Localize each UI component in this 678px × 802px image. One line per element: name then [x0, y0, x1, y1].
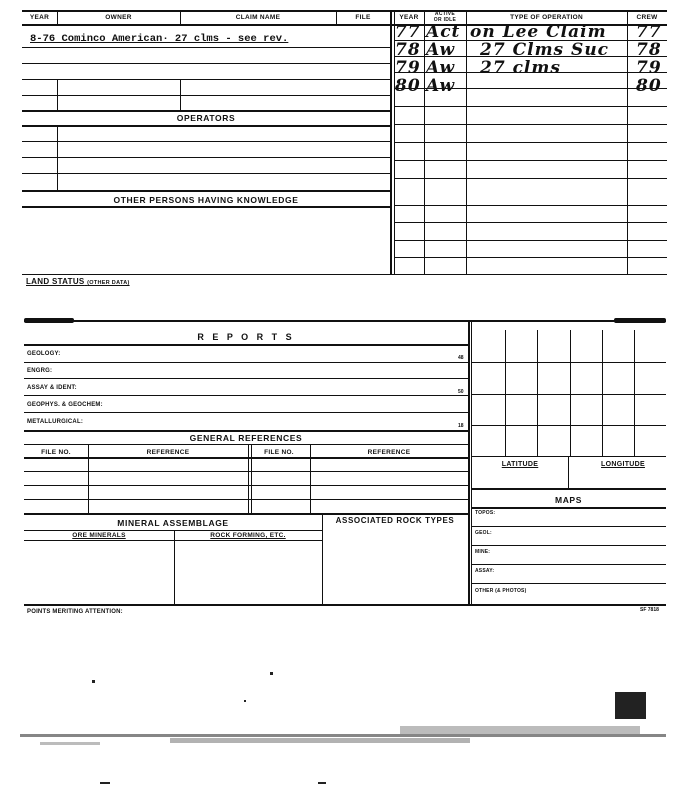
- row-line: [471, 526, 666, 527]
- row-line: [394, 222, 667, 223]
- operators-top: [22, 110, 390, 112]
- claims-entry: 8-76 Cominco American· 27 clms - see rev.: [30, 33, 289, 45]
- row-line: [22, 47, 390, 48]
- reports-heading: R E P O R T S: [197, 332, 295, 342]
- row-line: [24, 378, 468, 379]
- divider: [57, 80, 58, 110]
- row-line: [471, 583, 666, 584]
- report-code: 50: [458, 389, 464, 395]
- activity-crew: 80: [636, 76, 662, 96]
- row-line: [24, 485, 468, 486]
- scan-noise: [615, 692, 646, 719]
- operators-bottom: [22, 125, 390, 127]
- row-line: [24, 513, 468, 515]
- scan-noise: [270, 672, 273, 675]
- row-line: [471, 488, 666, 490]
- divider: [310, 445, 311, 513]
- scan-noise: [170, 738, 470, 743]
- divider: [180, 80, 181, 110]
- row-line: [394, 160, 667, 161]
- activity-year: 80: [395, 76, 421, 96]
- scan-noise: [20, 734, 666, 737]
- report-label: ASSAY & IDENT:: [27, 385, 77, 391]
- ore-minerals-header: ORE MINERALS: [72, 532, 126, 539]
- activity-crew: 77: [636, 22, 662, 42]
- map-item: ASSAY:: [475, 568, 495, 574]
- longitude-label: LONGITUDE: [601, 461, 645, 468]
- col-crew-header: CREW: [636, 14, 658, 21]
- table-top-border: [22, 10, 667, 12]
- ref-file-no-header: FILE NO.: [41, 449, 71, 456]
- operators-heading: OPERATORS: [176, 113, 236, 123]
- divider: [568, 456, 569, 488]
- row-line: [394, 240, 667, 241]
- ref-reference-header: REFERENCE: [146, 449, 190, 456]
- land-status-note: (OTHER DATA): [87, 280, 130, 286]
- reports-bottom: [24, 430, 468, 432]
- map-item: MINE:: [475, 549, 491, 555]
- map-item: OTHER (& PHOTOS): [475, 588, 527, 594]
- activity-status: Aw: [426, 40, 456, 60]
- row-line: [471, 564, 666, 565]
- main-divider: [471, 322, 472, 604]
- col-year2-header: YEAR: [399, 14, 419, 21]
- associated-rock-types-heading: ASSOCIATED ROCK TYPES: [335, 516, 455, 525]
- mineral-assemblage-heading: MINERAL ASSEMBLAGE: [117, 518, 229, 528]
- map-item: GEOL:: [475, 530, 492, 536]
- activity-year: 79: [395, 58, 421, 78]
- scan-noise: [244, 700, 246, 702]
- grid-line: [570, 330, 571, 456]
- row-line: [24, 412, 468, 413]
- row-line: [22, 79, 390, 80]
- latitude-label: LATITUDE: [501, 461, 539, 468]
- row-line: [22, 173, 390, 174]
- col-claim-name-header: CLAIM NAME: [235, 14, 281, 21]
- ref-reference2-header: REFERENCE: [367, 449, 411, 456]
- ref-file-no2-header: FILE NO.: [264, 449, 294, 456]
- activity-year: 77: [395, 22, 421, 42]
- grid-line: [471, 394, 666, 395]
- row-line: [24, 540, 322, 541]
- row-line: [394, 106, 667, 107]
- row-line: [394, 257, 667, 258]
- row-line: [22, 157, 390, 158]
- grid-line: [602, 330, 603, 456]
- general-references-heading: GENERAL REFERENCES: [189, 433, 303, 443]
- main-divider: [468, 322, 470, 604]
- row-line: [24, 444, 468, 445]
- row-line: [24, 471, 468, 472]
- map-item: TOPOS:: [475, 510, 496, 516]
- section-separator: [24, 320, 666, 322]
- report-label: ENGRG:: [27, 368, 53, 374]
- scan-noise: [100, 782, 110, 784]
- grid-line: [505, 330, 506, 456]
- row-line: [22, 95, 390, 96]
- row-line: [394, 142, 667, 143]
- scan-noise: [40, 742, 100, 745]
- report-code: 18: [458, 423, 464, 429]
- other-persons-top: [22, 190, 390, 192]
- divider: [174, 530, 175, 604]
- row-line: [394, 205, 667, 206]
- report-label: METALLURGICAL:: [27, 419, 84, 425]
- other-persons-heading: OTHER PERSONS HAVING KNOWLEDGE: [113, 195, 299, 205]
- divider: [251, 445, 252, 513]
- row-line: [24, 457, 468, 459]
- activity-crew: 79: [636, 58, 662, 78]
- row-line: [24, 395, 468, 396]
- scan-noise: [92, 680, 95, 683]
- activity-operation: 27 Clms Suc: [480, 40, 610, 60]
- form-number: SF 7818: [640, 607, 659, 613]
- table-bottom: [22, 274, 667, 275]
- points-meriting-attention: POINTS MERITING ATTENTION:: [27, 609, 123, 615]
- col-year-header: YEAR: [29, 14, 50, 21]
- activity-crew: 78: [636, 40, 662, 60]
- activity-year: 78: [395, 40, 421, 60]
- row-line: [394, 124, 667, 125]
- active-label: ACTIVE: [434, 11, 456, 17]
- land-status-heading: [26, 277, 130, 286]
- land-status-label: LAND STATUS: [26, 277, 85, 286]
- other-persons-bottom: [22, 206, 390, 208]
- maps-heading: MAPS: [555, 495, 582, 505]
- row-line: [471, 507, 666, 509]
- reports-top: [24, 344, 468, 346]
- divider: [322, 514, 323, 604]
- report-label: GEOLOGY:: [27, 351, 61, 357]
- scan-noise: [400, 726, 640, 734]
- activity-operation: on Lee Claim: [470, 22, 607, 42]
- row-line: [24, 499, 468, 500]
- idle-label: OR IDLE: [433, 17, 457, 23]
- divider: [57, 126, 58, 190]
- rock-forming-header: ROCK FORMING, ETC.: [210, 532, 286, 539]
- report-label: GEOPHYS. & GEOCHEM:: [27, 402, 103, 408]
- grid-line: [471, 425, 666, 426]
- grid-line: [537, 330, 538, 456]
- col-owner-header: OWNER: [105, 14, 132, 21]
- row-line: [22, 141, 390, 142]
- divider: [88, 445, 89, 513]
- activity-status: Act: [426, 22, 461, 42]
- activity-status: Aw: [426, 76, 456, 96]
- scan-noise: [318, 782, 326, 784]
- col-file-header: FILE: [355, 14, 371, 21]
- col-type-header: TYPE OF OPERATION: [510, 14, 583, 21]
- row-line: [394, 178, 667, 179]
- divider: [248, 445, 249, 513]
- row-line: [471, 545, 666, 546]
- row-line: [24, 530, 322, 531]
- grid-line: [471, 362, 666, 363]
- activity-status: Aw: [426, 58, 456, 78]
- row-line: [24, 362, 468, 363]
- grid-line: [634, 330, 635, 456]
- report-code: 48: [458, 355, 464, 361]
- row-line: [22, 63, 390, 64]
- activity-operation: 27 clms: [480, 58, 561, 78]
- lower-form-bottom: [24, 604, 666, 606]
- main-divider: [390, 10, 392, 275]
